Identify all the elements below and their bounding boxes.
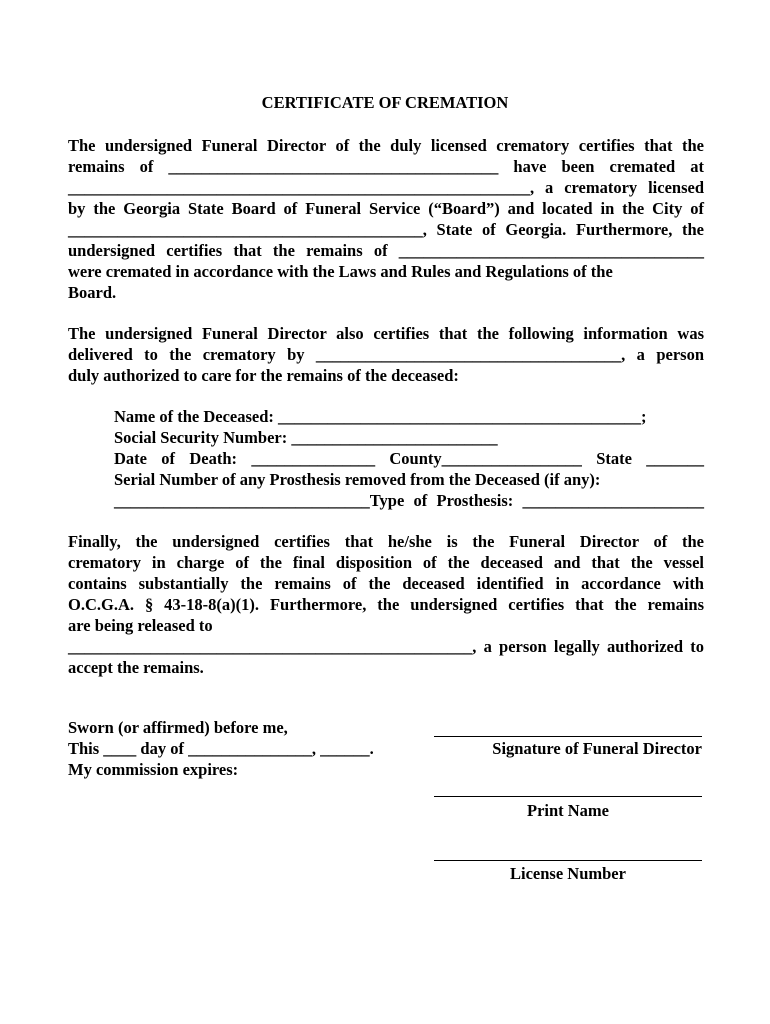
deceased-name-field: Name of the Deceased: ____________________________________________; [114,407,647,426]
ssn-field: Social Security Number: _________________________ [114,428,498,447]
paragraph-3-line-2: crematory in charge of the final disposition of the deceased and that the vessel [68,553,704,572]
paragraph-1-line-8: Board. [68,283,117,302]
prosthesis-type-field: _______________________________Type of Prosthesis: ______________________ [114,491,704,510]
paragraph-1-line-1: The undersigned Funeral Director of the duly licensed crematory certifies that the [68,136,704,155]
paragraph-1-line-7: were cremated in accordance with the Laws and Rules and Regulations of the [68,262,613,281]
signature-label: Signature of Funeral Director [492,739,702,758]
paragraph-1-line-3: ________________________________________________________, a crematory licensed [68,178,704,197]
notary-commission-line: My commission expires: [68,760,239,779]
paragraph-1-line-2: remains of ________________________________________ have been cremated at [68,157,704,176]
license-number-label: License Number [510,864,626,883]
paragraph-3-line-4: O.C.G.A. § 43-18-8(a)(1). Furthermore, the undersigned certifies that the remains [68,595,704,614]
prosthesis-serial-label: Serial Number of any Prosthesis removed from the Deceased (if any): [114,470,601,489]
paragraph-2-line-2: delivered to the crematory by _____________________________________, a person [68,345,704,364]
paragraph-3-line-6: _________________________________________________, a person legally authorized to [68,637,704,656]
paragraph-3-line-3: contains substantially the remains of the deceased identified in accordance with [68,574,704,593]
notary-sworn-line: Sworn (or affirmed) before me, [68,718,288,737]
paragraph-3-line-1: Finally, the undersigned certifies that he/she is the Funeral Director of the [68,532,704,551]
license-number-line [434,860,702,861]
paragraph-1-line-6: undersigned certifies that the remains of _____________________________________ [68,241,704,260]
death-date-county-state-field: Date of Death: _______________ County_________________ State _______ [114,449,704,468]
paragraph-3-line-7: accept the remains. [68,658,204,677]
print-name-label: Print Name [526,801,610,820]
paragraph-3-line-5: are being released to [68,616,213,635]
notary-date-line: This ____ day of _______________, ______. [68,739,374,758]
paragraph-1-line-4: by the Georgia State Board of Funeral Service (“Board”) and located in the City of [68,199,704,218]
document-title: CERTIFICATE OF CREMATION [261,93,509,112]
signature-line [434,736,702,737]
paragraph-1-line-5: ___________________________________________, State of Georgia. Furthermore, the [68,220,704,239]
paragraph-2-line-1: The undersigned Funeral Director also certifies that the following information was [68,324,704,343]
print-name-line [434,796,702,797]
paragraph-2-line-3: duly authorized to care for the remains of the deceased: [68,366,459,385]
